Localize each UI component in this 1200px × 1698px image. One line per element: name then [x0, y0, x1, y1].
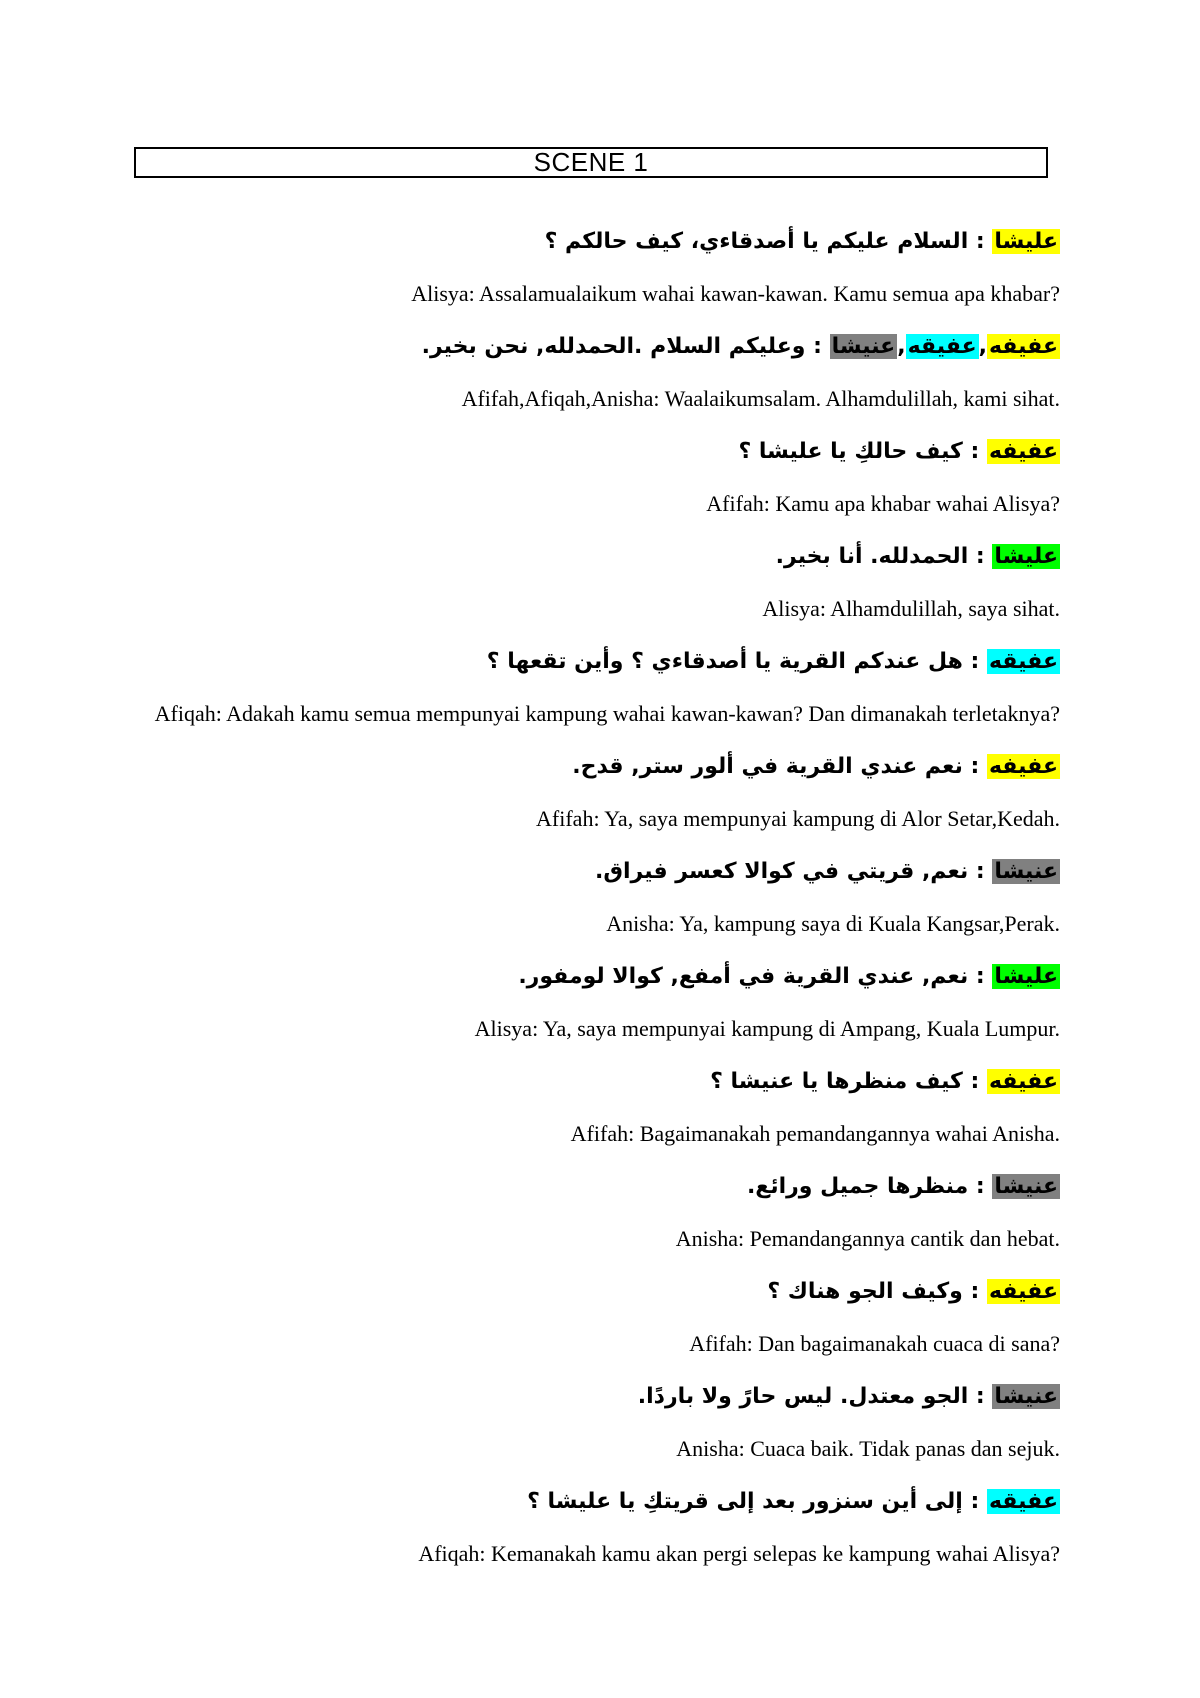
arabic-line — [134, 959, 1060, 994]
malay-translation: Anisha: Pemandangannya cantik dan hebat. — [675, 1226, 1060, 1251]
malay-translation: Afifah: Kamu apa khabar wahai Alisya? — [706, 491, 1060, 516]
malay-translation: Afiqah: Kemanakah kamu akan pergi selepas ke kampung wahai Alisya? — [418, 1541, 1060, 1566]
arabic-text: : وكيف الجو هناك ؟ — [767, 1279, 987, 1304]
arabic-line — [134, 434, 1060, 469]
speaker-highlight: عفيفه — [988, 439, 1058, 464]
speaker-separator: , — [897, 334, 906, 359]
arabic-line — [134, 644, 1060, 679]
speaker-highlight: عفيفه — [988, 1069, 1058, 1094]
arabic-text: : إلى أين سنزور بعد إلى قريتكِ يا عليشا ؟ — [527, 1489, 987, 1514]
malay-translation: Alisya: Alhamdulillah, saya sihat. — [762, 596, 1060, 621]
speaker-highlight: عفيقه — [988, 649, 1058, 674]
arabic-text: : وعليكم السلام .الحمدلله, نحن بخير — [429, 334, 830, 359]
malay-translation: Afifah: Dan bagaimanakah cuaca di sana? — [689, 1331, 1060, 1356]
arabic-text: : هل عندكم القرية يا أصدقاءي ؟ وأين تقعها ؟ — [486, 649, 987, 674]
scene-title: SCENE 1 — [134, 147, 1048, 178]
arabic-text: : الجو معتدل. ليس حارً ولا باردًا — [646, 1384, 993, 1409]
arabic-text: : الحمدلله. أنا بخير — [784, 544, 993, 569]
arabic-text: : السلام عليكم يا أصدقاءي، كيف حالكم ؟ — [544, 229, 993, 254]
arabic-text: : منظرها جميل ورائع — [755, 1174, 993, 1199]
speaker-highlight: عفيقه — [988, 1489, 1058, 1514]
speaker-highlight: عنيشا — [994, 1384, 1058, 1409]
dialogue-list — [134, 224, 1060, 1589]
arabic-text: : نعم, قريتي في كوالا كعسر فيراق — [603, 859, 993, 884]
arabic-line — [134, 1169, 1060, 1204]
arabic-line — [134, 749, 1060, 784]
arabic-trail: . — [775, 544, 785, 569]
arabic-text: : كيف حالكِ يا عليشا ؟ — [738, 439, 987, 464]
speaker-highlight: عفيفه — [988, 334, 1058, 359]
arabic-trail: . — [746, 1174, 756, 1199]
arabic-trail: . — [594, 859, 604, 884]
arabic-line — [134, 1064, 1060, 1099]
arabic-text: : نعم عندي القرية في ألور ستر, قدح — [580, 754, 987, 779]
malay-translation: Anisha: Ya, kampung saya di Kuala Kangsar,Perak. — [606, 911, 1060, 936]
speaker-highlight: عفيقه — [907, 334, 977, 359]
malay-translation: Alisya: Ya, saya mempunyai kampung di Ampang, Kuala Lumpur. — [474, 1016, 1060, 1041]
arabic-line — [134, 854, 1060, 889]
arabic-line — [134, 539, 1060, 574]
arabic-line — [134, 1274, 1060, 1309]
speaker-highlight: عليشا — [994, 964, 1058, 989]
arabic-line — [134, 1379, 1060, 1414]
arabic-trail: . — [421, 334, 430, 359]
arabic-line — [134, 1484, 1060, 1519]
arabic-line — [134, 224, 1060, 259]
malay-translation: Anisha: Cuaca baik. Tidak panas dan sejuk. — [676, 1436, 1060, 1461]
speaker-highlight: عنيشا — [831, 334, 896, 359]
arabic-trail: . — [637, 1384, 647, 1409]
malay-translation: Afiqah: Adakah kamu semua mempunyai kampung wahai kawan-kawan? Dan dimanakah terletaknya? — [154, 701, 1060, 726]
speaker-highlight: عليشا — [994, 544, 1058, 569]
arabic-line — [134, 329, 1060, 364]
malay-translation: Alisya: Assalamualaikum wahai kawan-kawan. Kamu semua apa khabar? — [411, 281, 1060, 306]
arabic-text: : نعم, عندي القرية في أمفع, كوالا لومفور — [526, 964, 993, 989]
speaker-highlight: عليشا — [994, 229, 1058, 254]
arabic-trail: . — [572, 754, 581, 779]
arabic-text: : كيف منظرها يا عنيشا ؟ — [710, 1069, 987, 1094]
malay-translation: Afifah: Ya, saya mempunyai kampung di Alor Setar,Kedah. — [536, 806, 1060, 831]
speaker-highlight: عفيفه — [988, 754, 1058, 779]
speaker-highlight: عفيفه — [988, 1279, 1058, 1304]
malay-translation: Afifah: Bagaimanakah pemandangannya wahai Anisha. — [570, 1121, 1060, 1146]
speaker-highlight: عنيشا — [994, 1174, 1058, 1199]
malay-translation: Afifah,Afiqah,Anisha: Waalaikumsalam. Alhamdulillah, kami sihat. — [461, 386, 1060, 411]
speaker-highlight: عنيشا — [994, 859, 1058, 884]
speaker-separator: , — [978, 334, 987, 359]
arabic-trail: . — [518, 964, 527, 989]
